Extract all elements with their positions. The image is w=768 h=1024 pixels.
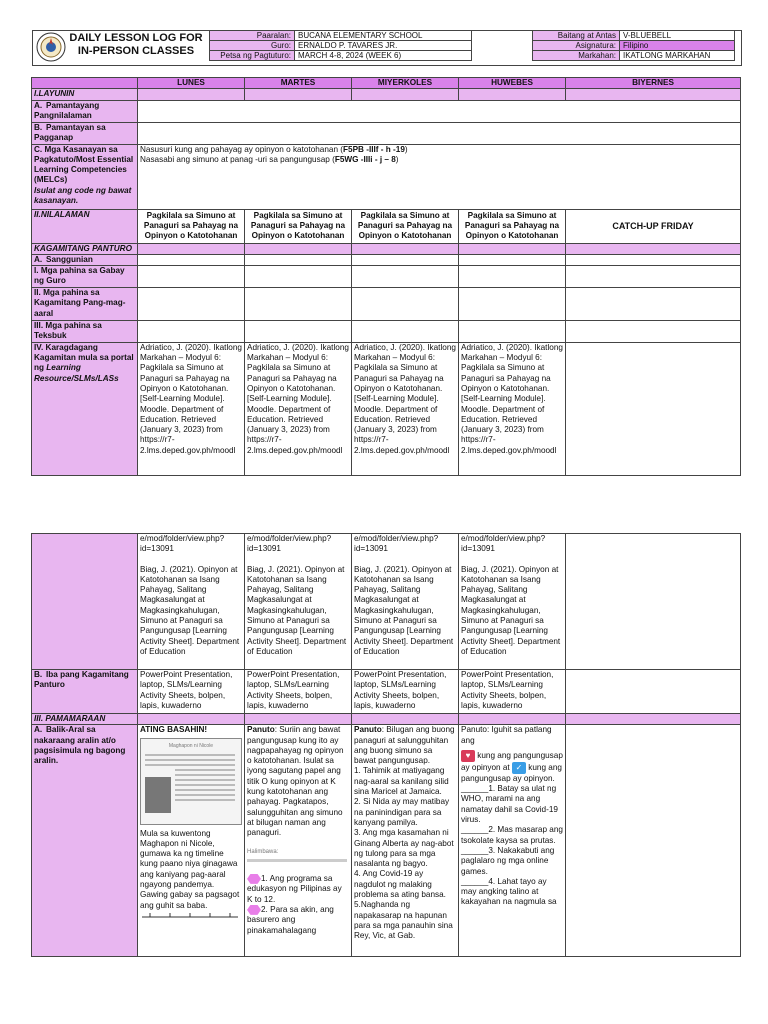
huwebes-item-3: ______3. Nakakabuti ang paglalaro ng mga online games.: [461, 845, 555, 876]
huwebes-item-2: ______2. Mas masarap ang tsokolate kaysa sa prutas.: [461, 825, 563, 845]
activity-biyernes: [566, 725, 741, 957]
meta-row: [210, 51, 735, 61]
topic-miyerkoles: Pagkilala sa Simuno at Panaguri sa Pahayag na Opinyon o Katotohanan: [352, 209, 459, 243]
section-layunin-row: [32, 89, 741, 100]
reference-huwebes: Adriatico, J. (2020). Ikatlong Markahan – Modyul 6: Pagkilala sa Simuno at Panaguri sa Pahayag na Opinyon o Katotohanan. [Self-Learning Module]. Moodle. Department of Education. Retrieved (January 3, 2023) from https://r7-2.lms.deped.gov.ph/moodl: [459, 342, 566, 475]
grade-label: Baitang at Antas: [533, 31, 620, 41]
label-balik-aral: A. Balik-Aral sa nakaraang aralin at/o pagsisimula ng bagong aralin.: [32, 725, 138, 957]
section-kagamitan: KAGAMITANG PANTURO: [32, 243, 138, 254]
reference-cont-huwebes: e/mod/folder/view.php?id=13091 Biag, J. (2021). Opinyon at Katotohanan sa Isang Pahayag, Salitang Magkasalungat at Magkasingkahulugan, Simuno at Panaguri sa Pangungusap [Learning Activity Sheet]. Department of Education: [459, 534, 566, 670]
activity-martes: [245, 725, 352, 957]
row-sanggunian: [32, 254, 741, 265]
row-teksbuk: [32, 321, 741, 343]
reference-cont-miyerkoles: e/mod/folder/view.php?id=13091 Biag, J. (2021). Opinyon at Katotohanan sa Isang Pahayag, Salitang Magkasalungat at Magkasingkahulugan, Simuno at Panaguri sa Pangungusap [Learning Activity Sheet]. Department of Education: [352, 534, 459, 670]
heart-icon: ♥: [461, 750, 475, 762]
huwebes-item-1: ______1. Batay sa ulat ng WHO, marami na ang namatay dahil sa Covid-19 virus.: [461, 784, 558, 825]
martes-instruction: Panuto: Suriin ang bawat pangungusap kung ito ay nagpapahayag ng opinyon o katotohanan. Isulat sa iyong sagutang papel ang titik O kung opinyon at K kung katotohanan ang pahayag. Pagkatapos, salungguhitan ang simuno at bilugan naman ang panaguri.: [247, 725, 344, 838]
label-pamantayang-pangnilalaman: A. Pamantayang Pangnilalaman: [32, 100, 138, 122]
value-pamantayan-sa-pagganap: [138, 122, 741, 144]
reference-miyerkoles: Adriatico, J. (2020). Ikatlong Markahan – Modyul 6: Pagkilala sa Simuno at Panaguri sa Pahayag na Opinyon o Katotohanan. [Self-Learning Module]. Moodle. Department of Education. Retrieved (January 3, 2023) from https://r7-2.lms.deped.gov.ph/moodl: [352, 342, 459, 475]
row-balik-aral: [32, 725, 741, 957]
day-miyerkoles: MIYERKOLES: [352, 78, 459, 89]
quarter-label: Markahan:: [533, 51, 620, 61]
row-kagamitang-pang-mag-aaral: [32, 288, 741, 321]
document-title: [66, 30, 206, 58]
corner-cell: [32, 78, 138, 89]
meta-row: [210, 31, 735, 41]
day-martes: MARTES: [245, 78, 352, 89]
check-icon: ✓: [512, 762, 526, 774]
label-karagdagang-kagamitan: IV. Karagdagang Kagamitan mula sa portal ng Learning Resource/SLMs/LASs: [32, 342, 138, 475]
lunes-instruction: Mula sa kuwentong Maghapon ni Nicole, gumawa ka ng timeline kung paano niya ginagawa ang kaniyang pag-aaral ngayong pandemya. Gawing gabay sa pagsagot ang guhit sa baba.: [140, 828, 240, 910]
label-teksbuk: III. Mga pahina sa Teksbuk: [32, 321, 138, 343]
topic-huwebes: Pagkilala sa Simuno at Panaguri sa Pahayag na Opinyon o Katotohanan: [459, 209, 566, 243]
day-biyernes: BIYERNES: [566, 78, 741, 89]
value-melcs: [138, 144, 741, 209]
materials-huwebes: PowerPoint Presentation, laptop, SLMs/Learning Activity Sheets, bolpen, lapis, kuwaderno: [459, 670, 566, 714]
reference-martes: Adriatico, J. (2020). Ikatlong Markahan – Modyul 6: Pagkilala sa Simuno at Panaguri sa Pahayag na Opinyon o Katotohanan. [Self-Learning Module]. Moodle. Department of Education. Retrieved (January 3, 2023) from https://r7-2.lms.deped.gov.ph/moodl: [245, 342, 352, 475]
martes-example: Halimbawa:: [247, 847, 349, 862]
section-nilalaman: II.NILALAMAN: [32, 209, 138, 243]
miyerkoles-instruction: Panuto: Bilugan ang buong panaguri at salungguhitan ang buong simuno sa bawat pangungusap.: [354, 725, 455, 766]
activity-lunes: [138, 725, 245, 957]
date-label: Petsa ng Pagtuturo:: [210, 51, 295, 61]
title-line-1: DAILY LESSON LOG FOR: [69, 32, 203, 44]
date-value: MARCH 4-8, 2024 (WEEK 6): [295, 51, 472, 61]
hexagon-icon: [247, 874, 261, 884]
reference-lunes: Adriatico, J. (2020). Ikatlong Markahan – Modyul 6: Pagkilala sa Simuno at Panaguri sa Pahayag na Opinyon o Katotohanan. [Self-Learning Module]. Moodle. Department of Education. Retrieved (January 3, 2023) from https://r7-2.lms.deped.gov.ph/moodl: [138, 342, 245, 475]
activity-miyerkoles: [352, 725, 459, 957]
label-pamantayan-sa-pagganap: B. Pamantayan sa Pagganap: [32, 122, 138, 144]
miyerkoles-item-5: 5.Naghanda ng napakasarap na hapunan para sa mga panauhin sina Rey, Vic, at Gab.: [354, 900, 453, 941]
story-illustration: [145, 777, 171, 813]
lesson-log-table-page-2: [31, 533, 741, 957]
label-kagamitang-pang-mag-aaral: II. Mga pahina sa Kagamitang Pang-mag-aaral: [32, 288, 138, 321]
subject-value: Filipino: [620, 41, 735, 51]
lunes-title: ATING BASAHIN!: [140, 725, 208, 735]
row-gabay: [32, 266, 741, 288]
miyerkoles-item-2: 2. Si Nida ay may matibay na paninindigan para sa kanyang pamilya.: [354, 797, 450, 827]
row-nilalaman: [32, 209, 741, 243]
materials-martes: PowerPoint Presentation, laptop, SLMs/Learning Activity Sheets, bolpen, lapis, kuwaderno: [245, 670, 352, 714]
melc-2: Nasasabi ang simuno at panag -uri sa pangungusap (F5WG -IIIi - j – 8): [140, 154, 399, 164]
row-pamantayan-sa-pagganap: [32, 122, 741, 144]
value-pamantayang-pangnilalaman: [138, 100, 741, 122]
topic-martes: Pagkilala sa Simuno at Panaguri sa Pahayag na Opinyon o Katotohanan: [245, 209, 352, 243]
school-label: Paaralan:: [210, 31, 295, 41]
grade-value: V-BLUEBELL: [620, 31, 735, 41]
huwebes-item-4: ______4. Lahat tayo ay may angking talino at kakayahan na nagmula sa: [461, 876, 557, 907]
reference-cont-lunes: e/mod/folder/view.php?id=13091 Biag, J. (2021). Opinyon at Katotohanan sa Isang Pahayag, Salitang Magkasalungat at Magkasingkahulugan, Simuno at Panaguri sa Pangungusap [Learning Activity Sheet]. Department of Education: [138, 534, 245, 670]
label-sanggunian: A. Sanggunian: [32, 254, 138, 265]
materials-miyerkoles: PowerPoint Presentation, laptop, SLMs/Learning Activity Sheets, bolpen, lapis, kuwaderno: [352, 670, 459, 714]
row-pamantayang-pangnilalaman: [32, 100, 741, 122]
melc-1: Nasusuri kung ang pahayag ay opinyon o katotohanan (F5PB -IIIf - h -19): [140, 144, 408, 154]
row-iba-pang-kagamitan: [32, 670, 741, 714]
label-gabay: I. Mga pahina sa Gabay ng Guro: [32, 266, 138, 288]
section-pamamaraan: III. PAMAMARAAN: [32, 714, 138, 725]
lesson-log-table-page-1: [31, 77, 741, 476]
activity-huwebes: [459, 725, 566, 957]
deped-seal-logo: [36, 32, 66, 62]
hexagon-icon: [247, 905, 261, 915]
meta-spacer: [472, 41, 533, 51]
teacher-value: ERNALDO P. TAVARES JR.: [295, 41, 472, 51]
meta-table: [209, 30, 735, 61]
title-line-2: IN-PERSON CLASSES: [77, 45, 195, 57]
day-lunes: LUNES: [138, 78, 245, 89]
huwebes-instruction: Panuto: Iguhit sa patlang ang ♥ kung ang pangungusap ay opinyon at ✓ kung ang pangungusap ay opinyon.: [461, 725, 563, 783]
row-references-continued: [32, 534, 741, 670]
label-melcs: C. Mga Kasanayan sa Pagkatuto/Most Essential Learning Competencies (MELCs) Isulat ang code ng bawat kasanayan.: [32, 144, 138, 209]
page-break: [0, 485, 768, 533]
day-header-row: [32, 78, 741, 89]
martes-item-1: 1. Ang programa sa edukasyon ng Pilipinas ay K to 12.: [247, 874, 342, 904]
teacher-label: Guro:: [210, 41, 295, 51]
miyerkoles-item-4: 4. Ang Covid-19 ay nagdulot ng malaking problema sa ating bansa.: [354, 869, 446, 900]
story-thumbnail: Maghapon ni Nicole: [140, 738, 242, 825]
label-iba-pang-kagamitan: B. Iba pang Kagamitang Panturo: [32, 670, 138, 714]
topic-lunes: Pagkilala sa Simuno at Panaguri sa Pahayag na Opinyon o Katotohanan: [138, 209, 245, 243]
materials-lunes: PowerPoint Presentation, laptop, SLMs/Learning Activity Sheets, bolpen, lapis, kuwaderno: [138, 670, 245, 714]
subject-label: Asignatura:: [533, 41, 620, 51]
meta-spacer: [472, 31, 533, 41]
reference-cont-martes: e/mod/folder/view.php?id=13091 Biag, J. (2021). Opinyon at Katotohanan sa Isang Pahayag, Salitang Magkasalungat at Magkasingkahulugan, Simuno at Panaguri sa Pangungusap [Learning Activity Sheet]. Department of Education: [245, 534, 352, 670]
miyerkoles-item-3: 3. Ang mga kasamahan ni Ginang Alberta ay nag-abot ng tulong para sa mga nasalanta ng bagyo.: [354, 828, 454, 869]
section-kagamitan-row: [32, 243, 741, 254]
row-karagdagang-kagamitan: [32, 342, 741, 475]
section-layunin: I.LAYUNIN: [32, 89, 138, 100]
timeline-guide: [140, 911, 240, 923]
quarter-value: IKATLONG MARKAHAN: [620, 51, 735, 61]
miyerkoles-item-1: 1. Tahimik at matiyagang nag-aaral sa kanilang silid sina Maricel at Jamaica.: [354, 766, 449, 797]
topic-biyernes: CATCH-UP FRIDAY: [566, 209, 741, 243]
school-value: BUCANA ELEMENTARY SCHOOL: [295, 31, 472, 41]
meta-row: [210, 41, 735, 51]
day-huwebes: HUWEBES: [459, 78, 566, 89]
row-melcs: [32, 144, 741, 209]
martes-item-2: 2. Para sa akin, ang basurero ang pinakamahalagang: [247, 905, 334, 935]
section-pamamaraan-row: [32, 714, 741, 725]
meta-spacer: [472, 51, 533, 61]
